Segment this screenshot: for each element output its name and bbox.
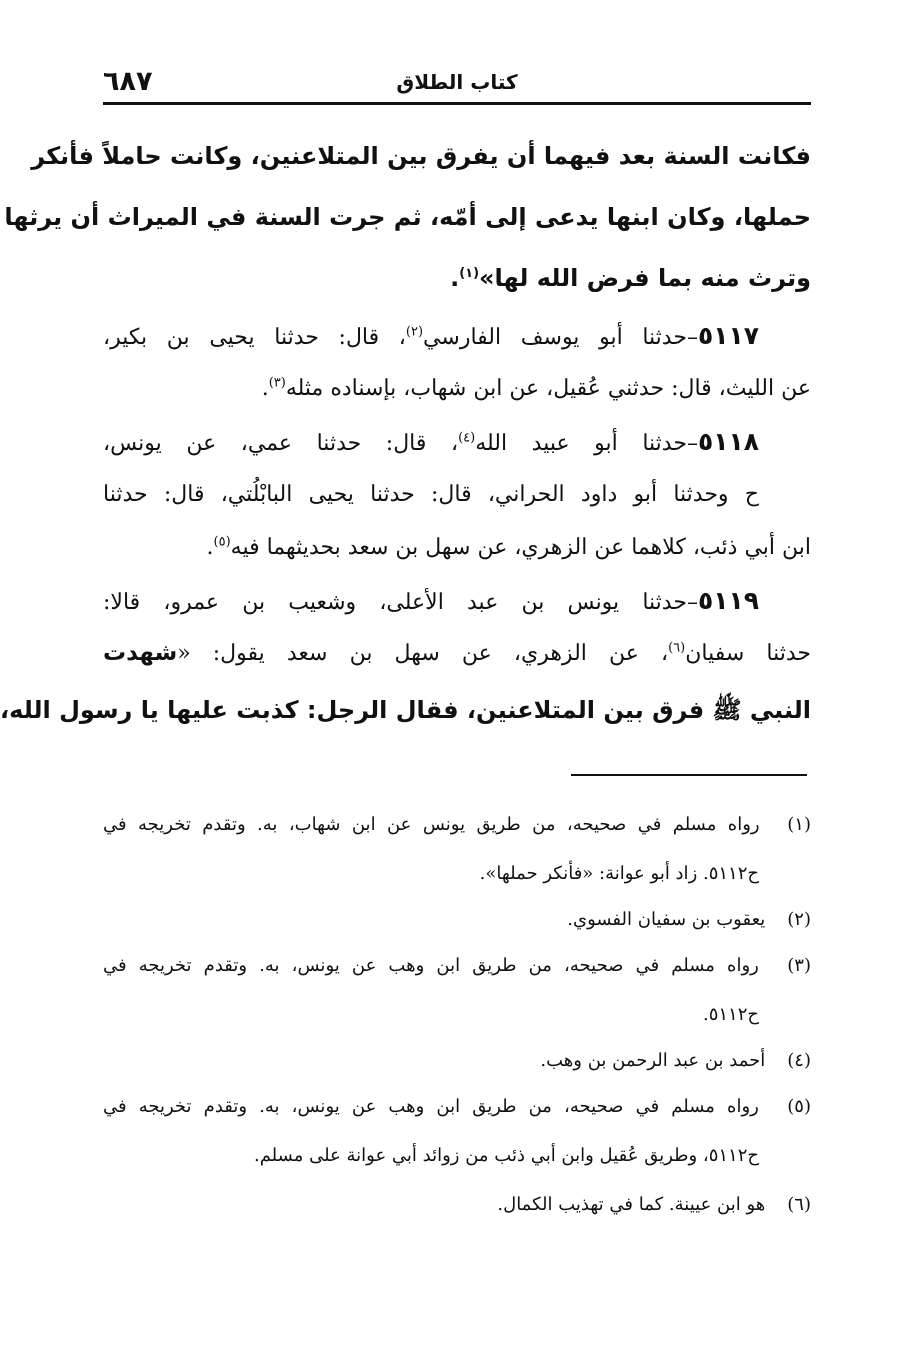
hadith-5119-line (103, 574, 811, 627)
footnote-ref: (٦) (668, 640, 686, 656)
text-fragment: . (206, 535, 214, 560)
footnote-5 (103, 1082, 811, 1131)
footnote-number: (٢) (787, 909, 811, 930)
footnote-4 (103, 1039, 811, 1082)
footnote-ref: (٢) (405, 324, 424, 340)
footnote-text: أحمد بن عبد الرحمن بن وهب. (540, 1050, 766, 1071)
text-line: ح وحدثنا أبو داود الحراني، قال: حدثنا يحيى البابْلُتي، قال: حدثنا (103, 482, 759, 507)
text-fragment: ، قال: حدثنا عمي، عن يونس، (103, 431, 459, 456)
text-line: النبي ﷺ فرق بين المتلاعنين، فقال الرجل: كذبت عليها يا رسول الله، (0, 696, 811, 724)
footnote-continuation: ح٥١١٢، وطريق عُقيل وابن أبي ذئب من زوائد أبي عوانة على مسلم. (253, 1145, 759, 1166)
footnote-separator (571, 774, 807, 776)
footnote-number: (٤) (787, 1050, 811, 1071)
footnote-1 (103, 800, 811, 849)
footnote-text: رواه مسلم في صحيحه، من طريق ابن وهب عن يونس، به. وتقدم تخريجه في (103, 1096, 759, 1117)
text-fragment: ، عن الزهري، عن سهل بن سعد يقول: « (177, 641, 669, 666)
footnote-continuation: ح٥١١٢. (702, 1004, 759, 1025)
footnote-ref: (٤) (458, 430, 476, 446)
footnote-3 (103, 941, 811, 990)
text-line: حملها، وكان ابنها يدعى إلى أمّه، ثم جرت السنة في الميراث أن يرثها (4, 203, 811, 231)
footnote-ref: (١) (459, 266, 480, 281)
text-fragment: . (261, 376, 269, 401)
page-number: ٦٨٧ (103, 66, 153, 97)
text-fragment: عن الليث، قال: حدثني عُقيل، عن ابن شهاب، بإسناده مثله (285, 376, 811, 401)
text-line (103, 627, 811, 680)
text-fragment: وترث منه بما فرض الله لها» (479, 264, 811, 292)
footnote-continuation: ح٥١١٢. زاد أبو عوانة: «فأنكر حملها». (479, 863, 759, 884)
text-fragment: ، قال: حدثنا يحيى بن بكير، (103, 325, 406, 350)
footnote-text: رواه مسلم في صحيحه، من طريق يونس عن ابن شهاب، به. وتقدم تخريجه في (103, 814, 760, 835)
footnote-text: يعقوب بن سفيان الفسوي. (567, 909, 766, 930)
running-title: كتاب الطلاق (396, 70, 518, 94)
main-text (0, 126, 811, 741)
text-fragment: –حدثنا أبو يوسف الفارسي (423, 325, 698, 350)
bold-fragment: شهدت (103, 640, 178, 666)
footnote-ref: (٣) (268, 375, 286, 391)
hadith-number: ٥١١٧ (697, 321, 759, 350)
footnote-2 (103, 898, 811, 941)
footnote-number: (١) (787, 814, 811, 835)
footnote-6 (103, 1180, 811, 1229)
footnotes (103, 800, 811, 1229)
footnote-text: هو ابن عيينة. كما في تهذيب الكمال. (497, 1194, 766, 1215)
hadith-number: ٥١١٩ (697, 586, 759, 615)
text-fragment: –حدثنا يونس بن عبد الأعلى، وشعيب بن عمرو، قالا: (103, 590, 698, 615)
text-fragment: ابن أبي ذئب، كلاهما عن الزهري، عن سهل بن سعد بحديثهما فيه (230, 535, 811, 560)
footnote-number: (٥) (787, 1096, 811, 1117)
footnote-ref: (٥) (213, 534, 231, 550)
hadith-5118-line (103, 415, 811, 468)
footnote-text: رواه مسلم في صحيحه، من طريق ابن وهب عن يونس، به. وتقدم تخريجه في (103, 955, 759, 976)
text-line: فكانت السنة بعد فيهما أن يفرق بين المتلاعنين، وكانت حاملاً فأنكر (31, 142, 811, 170)
hadith-number: ٥١١٨ (697, 427, 759, 456)
hadith-5117-line (103, 309, 811, 362)
page-header (103, 64, 811, 105)
text-fragment: –حدثنا أبو عبيد الله (475, 431, 698, 456)
text-line (103, 362, 811, 415)
text-line (103, 521, 811, 574)
text-fragment: حدثنا سفيان (685, 641, 811, 666)
footnote-number: (٣) (787, 955, 811, 976)
footnote-number: (٦) (787, 1194, 811, 1215)
text-fragment: . (450, 264, 460, 292)
text-line (103, 248, 811, 309)
